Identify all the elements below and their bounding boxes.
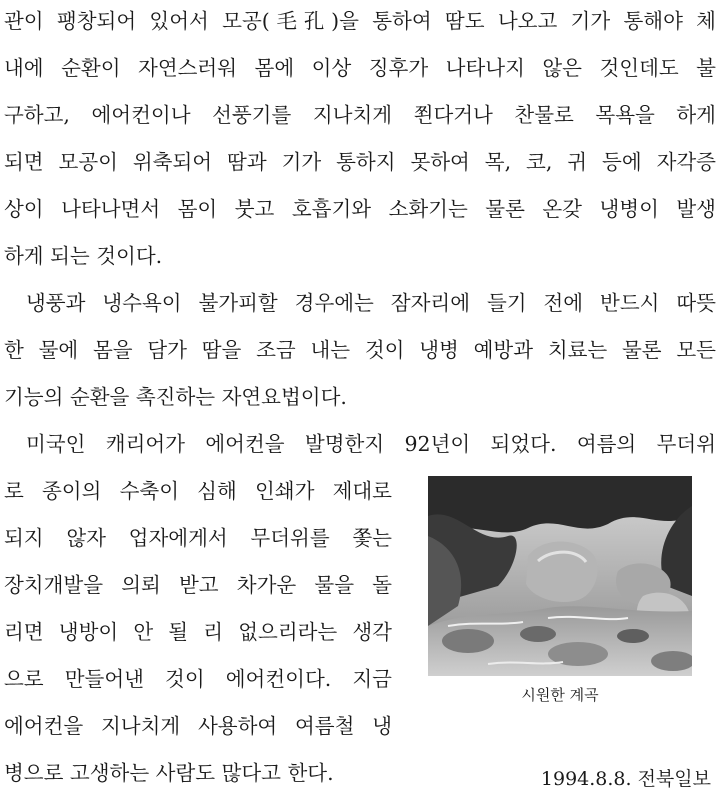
text-line: 한 물에 몸을 담가 땀을 조금 내는 것이 냉병 예방과 치료는 물론 모든 xyxy=(4,338,716,362)
source-citation: 1994.8.8. 전북일보 xyxy=(540,768,711,790)
valley-stream-illustration xyxy=(428,476,692,676)
text-line: 되면 모공이 위축되어 땀과 기가 통하지 못하여 목, 코, 귀 등에 자각증 xyxy=(4,150,716,174)
text-line: 되지 않자 업자에게서 무더위를 쫓는 xyxy=(4,526,392,550)
text-line: 미국인 캐리어가 에어컨을 발명한지 92년이 되었다. 여름의 무더위 xyxy=(26,432,716,456)
text-line: 병으로 고생하는 사람도 많다고 한다. xyxy=(4,761,334,785)
photo-caption: 시원한 계곡 xyxy=(521,686,599,704)
text-line: 상이 나타나면서 몸이 붓고 호흡기와 소화기는 물론 온갖 냉병이 발생 xyxy=(4,197,716,221)
text-line: 내에 순환이 자연스러워 몸에 이상 징후가 나타나지 않은 것인데도 불 xyxy=(4,56,716,80)
text-line: 관이 팽창되어 있어서 모공(毛孔)을 통하여 땀도 나오고 기가 통해야 체 xyxy=(4,9,716,33)
valley-stream-photo xyxy=(428,476,692,676)
text-line: 리면 냉방이 안 될 리 없으리라는 생각 xyxy=(4,620,392,644)
text-line: 구하고, 에어컨이나 선풍기를 지나치게 쬔다거나 찬물로 목욕을 하게 xyxy=(4,103,716,127)
text-line: 로 종이의 수축이 심해 인쇄가 제대로 xyxy=(4,479,392,503)
text-line: 하게 되는 것이다. xyxy=(4,244,163,268)
text-line: 냉풍과 냉수욕이 불가피할 경우에는 잠자리에 들기 전에 반드시 따뜻 xyxy=(26,291,716,315)
text-line: 에어컨을 지나치게 사용하여 여름철 냉 xyxy=(4,714,392,738)
text-line: 기능의 순환을 촉진하는 자연요법이다. xyxy=(4,385,347,409)
text-line: 으로 만들어낸 것이 에어컨이다. 지금 xyxy=(4,667,392,691)
text-line: 장치개발을 의뢰 받고 차가운 물을 돌 xyxy=(4,573,392,597)
